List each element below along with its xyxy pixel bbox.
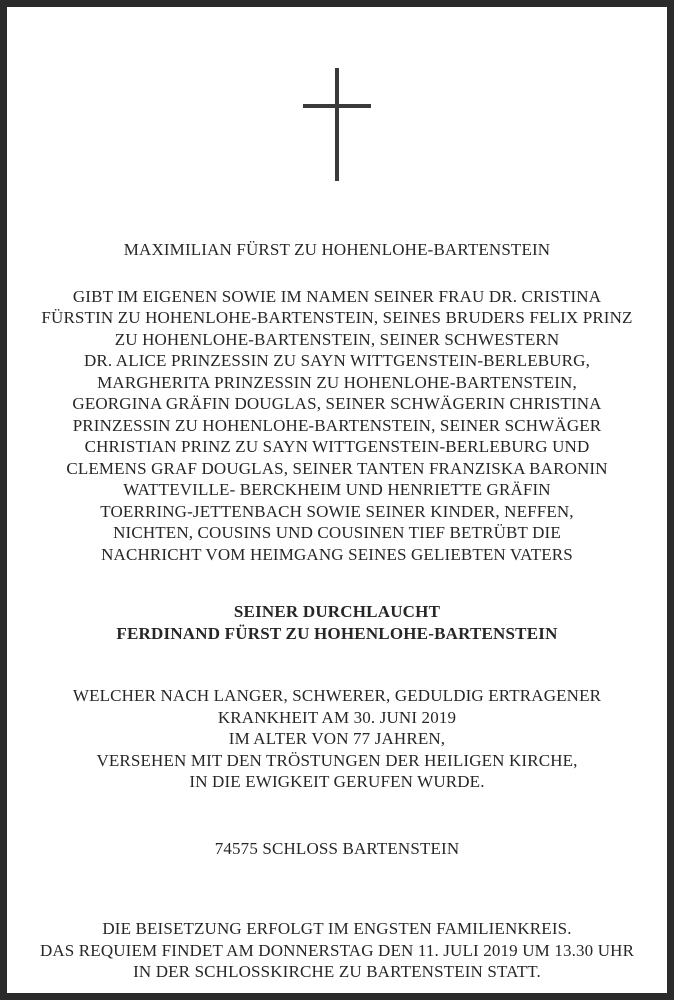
text-line: TOERRING-JETTENBACH SOWIE SEINER KINDER, NEFFEN, bbox=[100, 501, 574, 521]
text-line: SEINER DURCHLAUCHT bbox=[233, 602, 441, 621]
text-line: IM ALTER VON 77 JAHREN, bbox=[228, 729, 446, 748]
text-line: NICHTEN, COUSINS UND COUSINEN TIEF BETRÜBT DIE bbox=[113, 523, 561, 542]
family-statement-block bbox=[7, 286, 667, 566]
deceased-name-block bbox=[7, 601, 667, 644]
announcer-block bbox=[7, 239, 667, 261]
funeral-details-block bbox=[7, 918, 667, 983]
text-line: IN DER SCHLOSSKIRCHE ZU BARTENSTEIN STATT. bbox=[133, 962, 541, 981]
text-line: WATTEVILLE- BERCKHEIM UND HENRIETTE GRÄFIN bbox=[123, 480, 551, 499]
text-line: DIE BEISETZUNG ERFOLGT IM ENGSTEN FAMILIENKREIS. bbox=[102, 919, 572, 938]
text-line: WELCHER NACH LANGER, SCHWERER, GEDULDIG ERTRAGENER bbox=[72, 686, 602, 705]
text-line: GIBT IM EIGENEN SOWIE IM NAMEN SEINER FRAU DR. CRISTINA bbox=[72, 286, 602, 306]
circumstances-block bbox=[7, 685, 667, 793]
death-notice-text bbox=[7, 193, 667, 983]
cross-vertical-bar bbox=[335, 68, 339, 181]
text-line: KRANKHEIT AM 30. JUNI 2019 bbox=[217, 707, 457, 727]
text-line: MARGHERITA PRINZESSIN ZU HOHENLOHE-BARTENSTEIN, bbox=[97, 372, 577, 392]
text-line: ZU HOHENLOHE-BARTENSTEIN, SEINER SCHWESTERN bbox=[114, 329, 560, 349]
cross-horizontal-bar bbox=[303, 104, 371, 108]
text-line: VERSEHEN MIT DEN TRÖSTUNGEN DER HEILIGEN KIRCHE, bbox=[96, 750, 578, 770]
text-line: CLEMENS GRAF DOUGLAS, SEINER TANTEN FRANZISKA BARONIN bbox=[66, 458, 608, 478]
address-block bbox=[7, 838, 667, 860]
text-line: DAS REQUIEM FINDET AM DONNERSTAG DEN 11. JULI 2019 UM 13.30 UHR bbox=[39, 940, 635, 960]
text-line: 74575 SCHLOSS BARTENSTEIN bbox=[214, 838, 460, 858]
text-line: MAXIMILIAN FÜRST ZU HOHENLOHE-BARTENSTEIN bbox=[123, 240, 551, 259]
text-line: DR. ALICE PRINZESSIN ZU SAYN WITTGENSTEIN-BERLEBURG, bbox=[84, 351, 590, 370]
text-line: CHRISTIAN PRINZ ZU SAYN WITTGENSTEIN-BERLEBURG UND bbox=[84, 437, 590, 456]
text-line: FÜRSTIN ZU HOHENLOHE-BARTENSTEIN, SEINES BRUDERS FELIX PRINZ bbox=[41, 308, 633, 327]
text-line: GEORGINA GRÄFIN DOUGLAS, SEINER SCHWÄGERIN CHRISTINA bbox=[72, 394, 602, 413]
text-line: FERDINAND FÜRST ZU HOHENLOHE-BARTENSTEIN bbox=[116, 623, 558, 643]
latin-cross-icon bbox=[287, 68, 387, 193]
text-line: PRINZESSIN ZU HOHENLOHE-BARTENSTEIN, SEINER SCHWÄGER bbox=[72, 415, 602, 435]
text-line: NACHRICHT VOM HEIMGANG SEINES GELIEBTEN VATERS bbox=[101, 544, 573, 564]
death-notice-page bbox=[7, 7, 667, 993]
text-line: IN DIE EWIGKEIT GERUFEN WURDE. bbox=[189, 772, 485, 791]
